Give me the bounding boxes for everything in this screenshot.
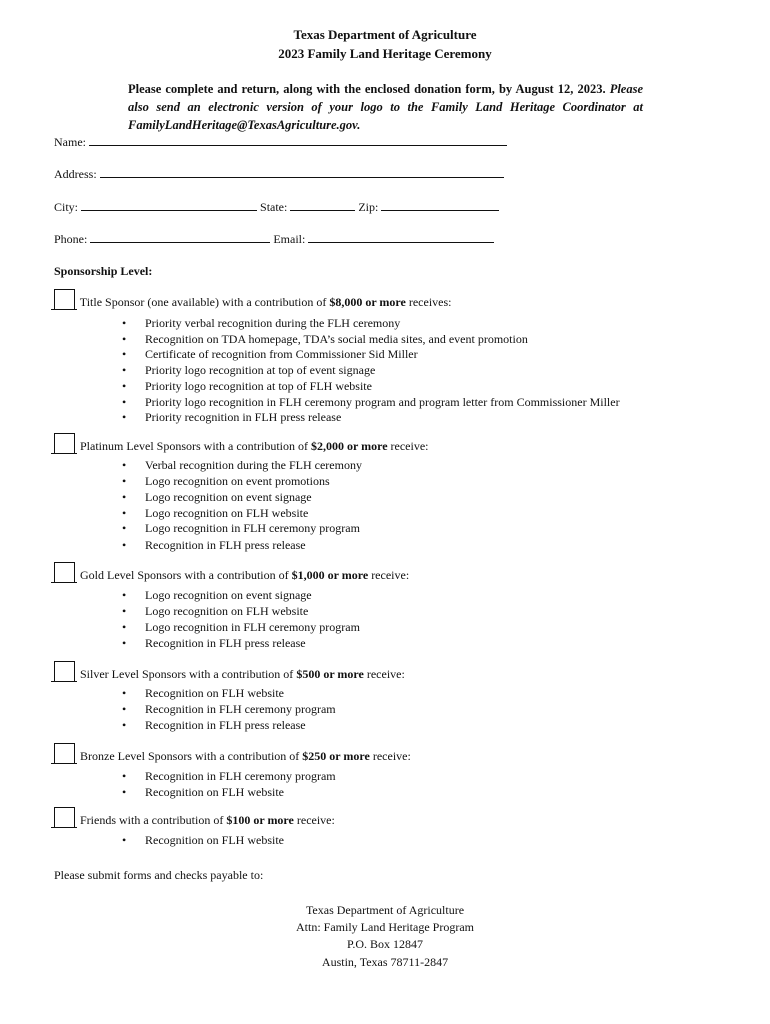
list-item: • Recognition on FLH website [122,785,284,799]
address-line: P.O. Box 12847 [346,937,423,951]
state-label: State: [260,200,288,214]
state-field[interactable] [290,199,355,211]
phone-field[interactable] [90,231,270,243]
list-item: • Recognition on TDA homepage, TDA’s social media sites, and event promotion [122,332,528,346]
level-prefix: Silver Level Sponsors with a contribution of [80,667,297,681]
list-item: • Logo recognition on event signage [122,588,312,602]
list-item: • Recognition in FLH ceremony program [122,702,336,716]
platinum-checkbox[interactable] [54,433,75,454]
level-amount: $250 or more [302,749,370,763]
level-suffix: receive: [363,667,405,681]
level-prefix: Bronze Level Sponsors with a contribution of [80,749,303,763]
level-suffix: receives: [405,295,452,309]
level-prefix: Title Sponsor (one available) with a contribution of [79,295,330,309]
level-amount: $8,000 or more [329,295,406,309]
city-label: City: [54,200,79,214]
list-item: • Recognition in FLH press release [122,538,306,552]
list-item: • Priority logo recognition at top of FLH website [122,379,372,393]
level-suffix: receive: [293,813,335,827]
level-title [54,289,452,310]
title-sponsor-checkbox[interactable] [54,289,75,310]
doc-subtitle: 2023 Family Land Heritage Ceremony [278,46,492,61]
submit-instructions: Please submit forms and checks payable to: [54,868,264,882]
address-field[interactable] [100,166,504,178]
address-label: Address: [54,167,97,181]
level-amount: $1,000 or more [291,568,369,582]
name-label: Name: [54,135,86,149]
list-item: • Recognition in FLH ceremony program [122,769,336,783]
list-item: • Logo recognition in FLH ceremony program [122,620,360,634]
level-silver [54,661,405,682]
name-row [54,134,507,150]
list-item: • Priority logo recognition in FLH ceremony program and program letter from Commissioner Miller [122,395,620,409]
level-prefix: Platinum Level Sponsors with a contribution of [80,439,311,453]
list-item: • Logo recognition on FLH website [122,506,309,520]
list-item: • Verbal recognition during the FLH ceremony [122,458,362,472]
list-item: • Priority recognition in FLH press release [122,410,342,424]
city-row [54,199,499,215]
city-field[interactable] [81,199,257,211]
gold-checkbox[interactable] [54,562,75,583]
list-item: • Logo recognition in FLH ceremony program [122,521,360,535]
email-field[interactable] [308,231,494,243]
friends-checkbox[interactable] [54,807,75,828]
level-amount: $2,000 or more [310,439,388,453]
bronze-checkbox[interactable] [54,743,75,764]
level-gold [54,562,409,583]
name-field[interactable] [89,134,507,146]
list-item: • Recognition on FLH website [122,686,284,700]
list-item: • Recognition in FLH press release [122,718,306,732]
level-platinum [54,433,429,454]
zip-field[interactable] [381,199,499,211]
phone-label: Phone: [54,232,88,246]
level-suffix: receive: [387,439,429,453]
address-line: Texas Department of Agriculture [305,903,465,917]
level-bronze [54,743,411,764]
address-line: Austin, Texas 78711-2847 [321,955,449,969]
level-prefix: Gold Level Sponsors with a contribution of [80,568,292,582]
address-line: Attn: Family Land Heritage Program [296,920,474,934]
list-item: • Logo recognition on event promotions [122,474,330,488]
list-item: • Recognition in FLH press release [122,636,306,650]
list-item: • Logo recognition on event signage [122,490,312,504]
intro-deadline: Please complete and return, along with the enclosed donation form, by August 12, 2023. [128,82,606,96]
zip-label: Zip: [358,200,379,214]
sponsorship-heading: Sponsorship Level: [54,264,153,278]
email-label: Email: [273,232,306,246]
list-item: • Priority verbal recognition during the FLH ceremony [122,316,401,330]
list-item: • Recognition on FLH website [122,833,284,847]
level-friends [54,807,335,828]
level-suffix: receive: [369,749,411,763]
level-amount: $500 or more [296,667,364,681]
intro-logo-request: Please also send an electronic version of your logo to the Family Land Heritage Coordinator at FamilyLandHeritage@TexasAgriculture.gov. [128,82,644,132]
list-item: • Logo recognition on FLH website [122,604,309,618]
level-prefix: Friends with a contribution of [80,813,227,827]
phone-row [54,231,494,247]
doc-title: Texas Department of Agriculture [293,27,477,42]
list-item: • Priority logo recognition at top of event signage [122,363,376,377]
intro-paragraph [128,80,643,134]
level-suffix: receive: [368,568,410,582]
silver-checkbox[interactable] [54,661,75,682]
level-amount: $100 or more [226,813,294,827]
list-item: • Certificate of recognition from Commissioner Sid Miller [122,347,418,361]
address-row [54,166,504,182]
